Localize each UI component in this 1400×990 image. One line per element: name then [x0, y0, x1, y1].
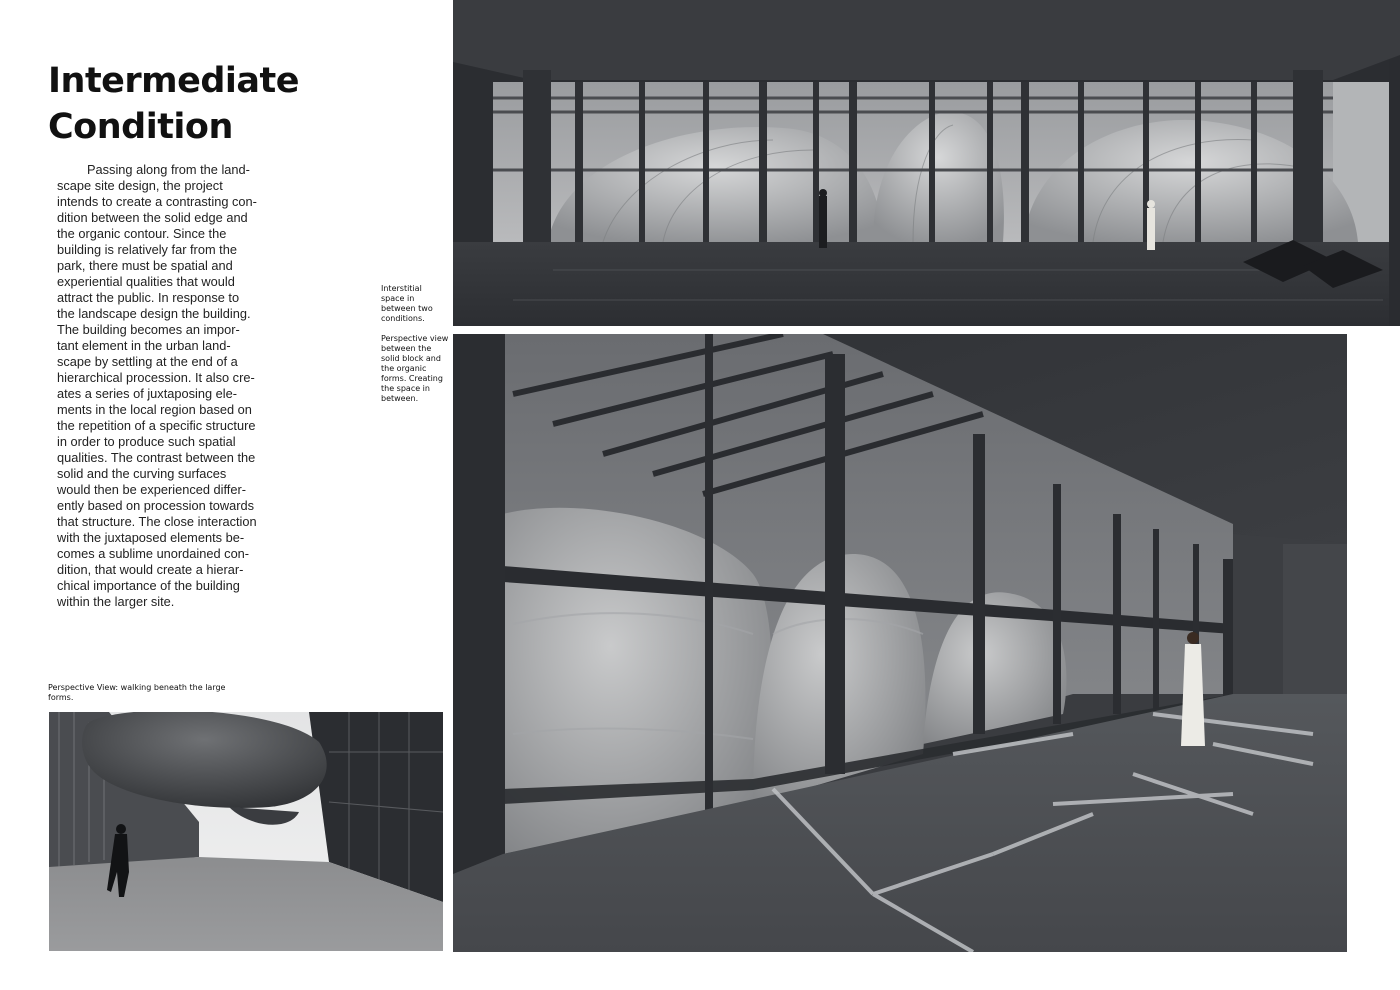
- title-line-2: Condition: [48, 107, 233, 147]
- body-line: qualities. The contrast between the: [57, 450, 256, 465]
- body-line: ently based on procession towards: [57, 498, 255, 513]
- caption-line: the space in: [381, 384, 430, 393]
- caption-line: between two: [381, 304, 433, 313]
- render-bottom-svg: [49, 712, 443, 951]
- body-paragraph: [57, 162, 271, 610]
- body-line: ates a series of juxtaposing ele-: [57, 386, 237, 401]
- body-line: The building becomes an impor-: [57, 322, 240, 337]
- caption-line: conditions.: [381, 314, 425, 323]
- body-line: intends to create a contrasting con-: [57, 194, 257, 209]
- caption-interstitial: [381, 284, 433, 324]
- page-title: [48, 58, 299, 150]
- body-line: park, there must be spatial and: [57, 258, 233, 273]
- caption-line: between.: [381, 394, 419, 403]
- body-line: that structure. The close interaction: [57, 514, 257, 529]
- caption-perspective: [381, 334, 448, 404]
- body-line: solid and the curving surfaces: [57, 466, 227, 481]
- body-line: comes a sublime unordained con-: [57, 546, 250, 561]
- render-top-svg: [453, 0, 1400, 326]
- body-line: Passing along from the land-: [87, 162, 250, 177]
- caption-line: solid block and: [381, 354, 441, 363]
- caption-line: forms. Creating: [381, 374, 443, 383]
- body-line: with the juxtaposed elements be-: [57, 530, 245, 545]
- body-line: chical importance of the building: [57, 578, 240, 593]
- body-line: would then be experienced differ-: [57, 482, 246, 497]
- caption-line: the organic: [381, 364, 427, 373]
- caption-line: Perspective View: walking beneath the large: [48, 683, 226, 692]
- caption-walking: [48, 683, 225, 703]
- body-line: within the larger site.: [57, 594, 175, 609]
- body-line: the organic contour. Since the: [57, 226, 227, 241]
- body-line: the repetition of a specific structure: [57, 418, 256, 433]
- render-main-image: [453, 334, 1359, 952]
- body-line: in order to produce such spatial: [57, 434, 236, 449]
- render-top-image: [453, 0, 1400, 326]
- caption-line: space in: [381, 294, 415, 303]
- caption-line: Interstitial: [381, 284, 422, 293]
- caption-line: between the: [381, 344, 432, 353]
- body-line: dition, that would create a hierar-: [57, 562, 244, 577]
- body-line: hierarchical procession. It also cre-: [57, 370, 255, 385]
- caption-line: forms.: [48, 693, 74, 702]
- caption-line: Perspective view: [381, 334, 449, 343]
- render-bottom-image: [49, 712, 443, 951]
- title-line-1: Intermediate: [48, 61, 300, 101]
- body-line: experiential qualities that would: [57, 274, 235, 289]
- body-line: ments in the local region based on: [57, 402, 252, 417]
- body-line: attract the public. In response to: [57, 290, 240, 305]
- body-line: building is relatively far from the: [57, 242, 237, 257]
- body-line: tant element in the urban land-: [57, 338, 231, 353]
- render-main-svg: [453, 334, 1359, 952]
- body-line: scape by settling at the end of a: [57, 354, 238, 369]
- body-line: dition between the solid edge and: [57, 210, 248, 225]
- body-line: the landscape design the building.: [57, 306, 251, 321]
- body-line: scape site design, the project: [57, 178, 223, 193]
